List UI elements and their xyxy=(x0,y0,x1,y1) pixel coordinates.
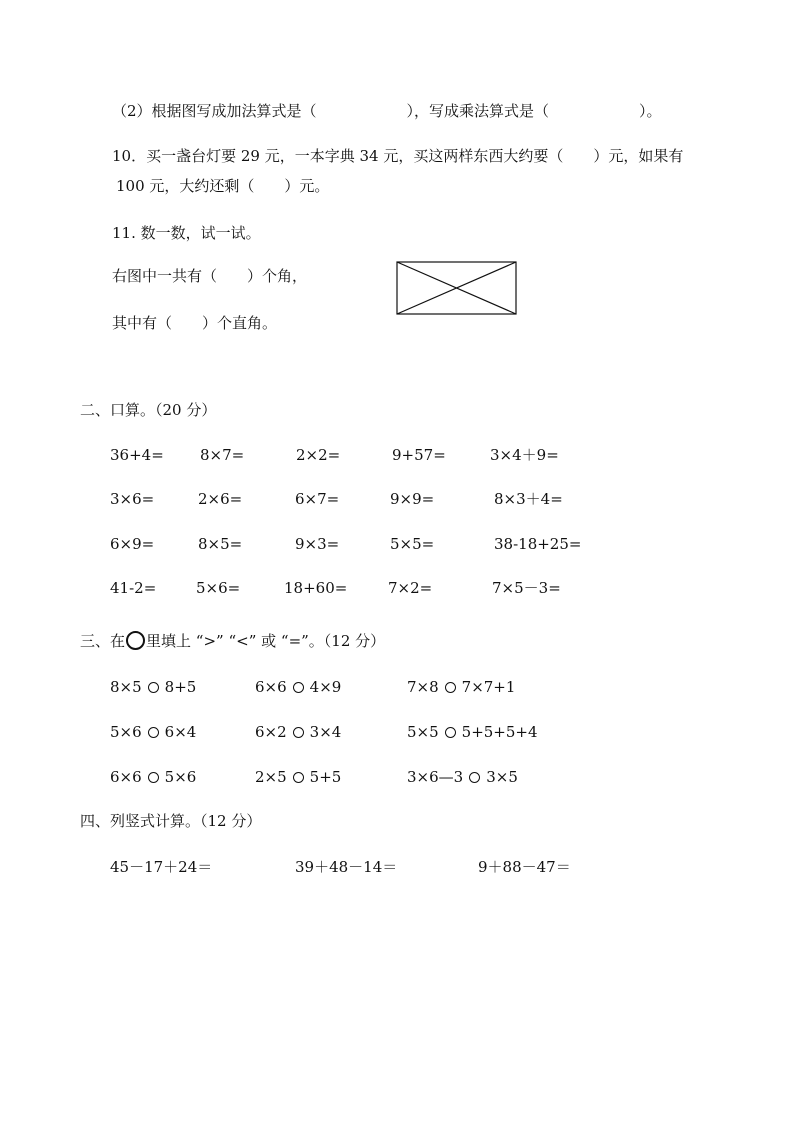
mental-math-item: 5×5= xyxy=(390,535,435,553)
answer-circle-input[interactable] xyxy=(445,682,456,693)
mental-math-item: 8×7= xyxy=(200,446,245,464)
compare-left: 5×6 xyxy=(110,723,142,741)
compare-right: 5+5+5+4 xyxy=(461,723,538,741)
mental-math-item: 41-2= xyxy=(110,579,157,597)
compare-left: 6×6 xyxy=(255,678,287,696)
answer-circle-input[interactable] xyxy=(293,682,304,693)
compare-left: 7×8 xyxy=(407,678,439,696)
compare-left: 3×6—3 xyxy=(407,768,464,786)
question-11-line2: 其中有（ ）个直角。 xyxy=(112,314,278,332)
mental-math-item: 7×2= xyxy=(388,579,433,597)
question-9-2: （2）根据图写成加法算式是（ ），写成乘法算式是（ ）。 xyxy=(112,102,662,120)
compare-left: 8×5 xyxy=(110,678,142,696)
mental-math-item: 3×4＋9= xyxy=(490,446,559,464)
compare-right: 3×4 xyxy=(309,723,342,741)
question-10-line1: 10．买一盏台灯要 29 元，一本字典 34 元，买这两样东西大约要（ ）元，如果有 xyxy=(112,147,684,165)
compare-left: 6×2 xyxy=(255,723,287,741)
circle-icon xyxy=(126,631,145,650)
mental-math-item: 6×9= xyxy=(110,535,155,553)
compare-item xyxy=(255,722,341,742)
compare-right: 3×5 xyxy=(486,768,518,786)
compare-right: 5+5 xyxy=(309,768,342,786)
compare-right: 6×4 xyxy=(164,723,197,741)
mental-math-item: 8×5= xyxy=(198,535,243,553)
mental-math-item: 9+57= xyxy=(392,446,446,464)
compare-right: 4×9 xyxy=(309,678,342,696)
mental-math-item: 7×5－3= xyxy=(492,579,561,597)
mental-math-item: 36+4= xyxy=(110,446,164,464)
compare-left: 6×6 xyxy=(110,768,142,786)
vertical-calc-item: 45－17＋24＝ xyxy=(110,858,213,876)
compare-right: 8+5 xyxy=(164,678,197,696)
vertical-calc-item: 9＋88－47＝ xyxy=(478,858,571,876)
compare-item xyxy=(110,767,196,787)
question-10-line2: 100 元，大约还剩（ ）元。 xyxy=(116,177,330,195)
compare-item xyxy=(407,722,538,742)
compare-item xyxy=(110,677,196,697)
mental-math-item: 9×9= xyxy=(390,490,435,508)
answer-circle-input[interactable] xyxy=(469,772,480,783)
section-4-title: 四、列竖式计算。（12 分） xyxy=(80,812,262,830)
answer-circle-input[interactable] xyxy=(148,772,159,783)
answer-circle-input[interactable] xyxy=(293,772,304,783)
mental-math-item: 3×6= xyxy=(110,490,155,508)
mental-math-item: 2×2= xyxy=(296,446,341,464)
answer-circle-input[interactable] xyxy=(293,727,304,738)
section-2-title: 二、口算。（20 分） xyxy=(80,401,217,419)
section-3-title xyxy=(80,631,385,652)
mental-math-item: 38-18+25= xyxy=(494,535,582,553)
vertical-calc-item: 39＋48－14＝ xyxy=(295,858,398,876)
mental-math-item: 18+60= xyxy=(284,579,348,597)
compare-left: 5×5 xyxy=(407,723,439,741)
question-11-line1: 右图中一共有（ ）个角， xyxy=(112,267,308,285)
mental-math-item: 8×3＋4= xyxy=(494,490,563,508)
mental-math-item: 9×3= xyxy=(295,535,340,553)
compare-item xyxy=(110,722,196,742)
compare-left: 2×5 xyxy=(255,768,287,786)
angle-figure xyxy=(396,261,518,316)
question-11-title: 11. 数一数，试一试。 xyxy=(112,224,261,242)
section-3-title-suffix: 里填上 “>” “<” 或 “=”。（12 分） xyxy=(146,632,386,650)
compare-item xyxy=(407,767,518,787)
mental-math-item: 5×6= xyxy=(196,579,241,597)
answer-circle-input[interactable] xyxy=(445,727,456,738)
compare-right: 7×7+1 xyxy=(461,678,516,696)
section-3-title-prefix: 三、在 xyxy=(80,632,126,650)
compare-right: 5×6 xyxy=(164,768,197,786)
answer-circle-input[interactable] xyxy=(148,727,159,738)
mental-math-item: 6×7= xyxy=(295,490,340,508)
compare-item xyxy=(255,767,341,787)
mental-math-item: 2×6= xyxy=(198,490,243,508)
answer-circle-input[interactable] xyxy=(148,682,159,693)
compare-item xyxy=(407,677,515,697)
compare-item xyxy=(255,677,341,697)
